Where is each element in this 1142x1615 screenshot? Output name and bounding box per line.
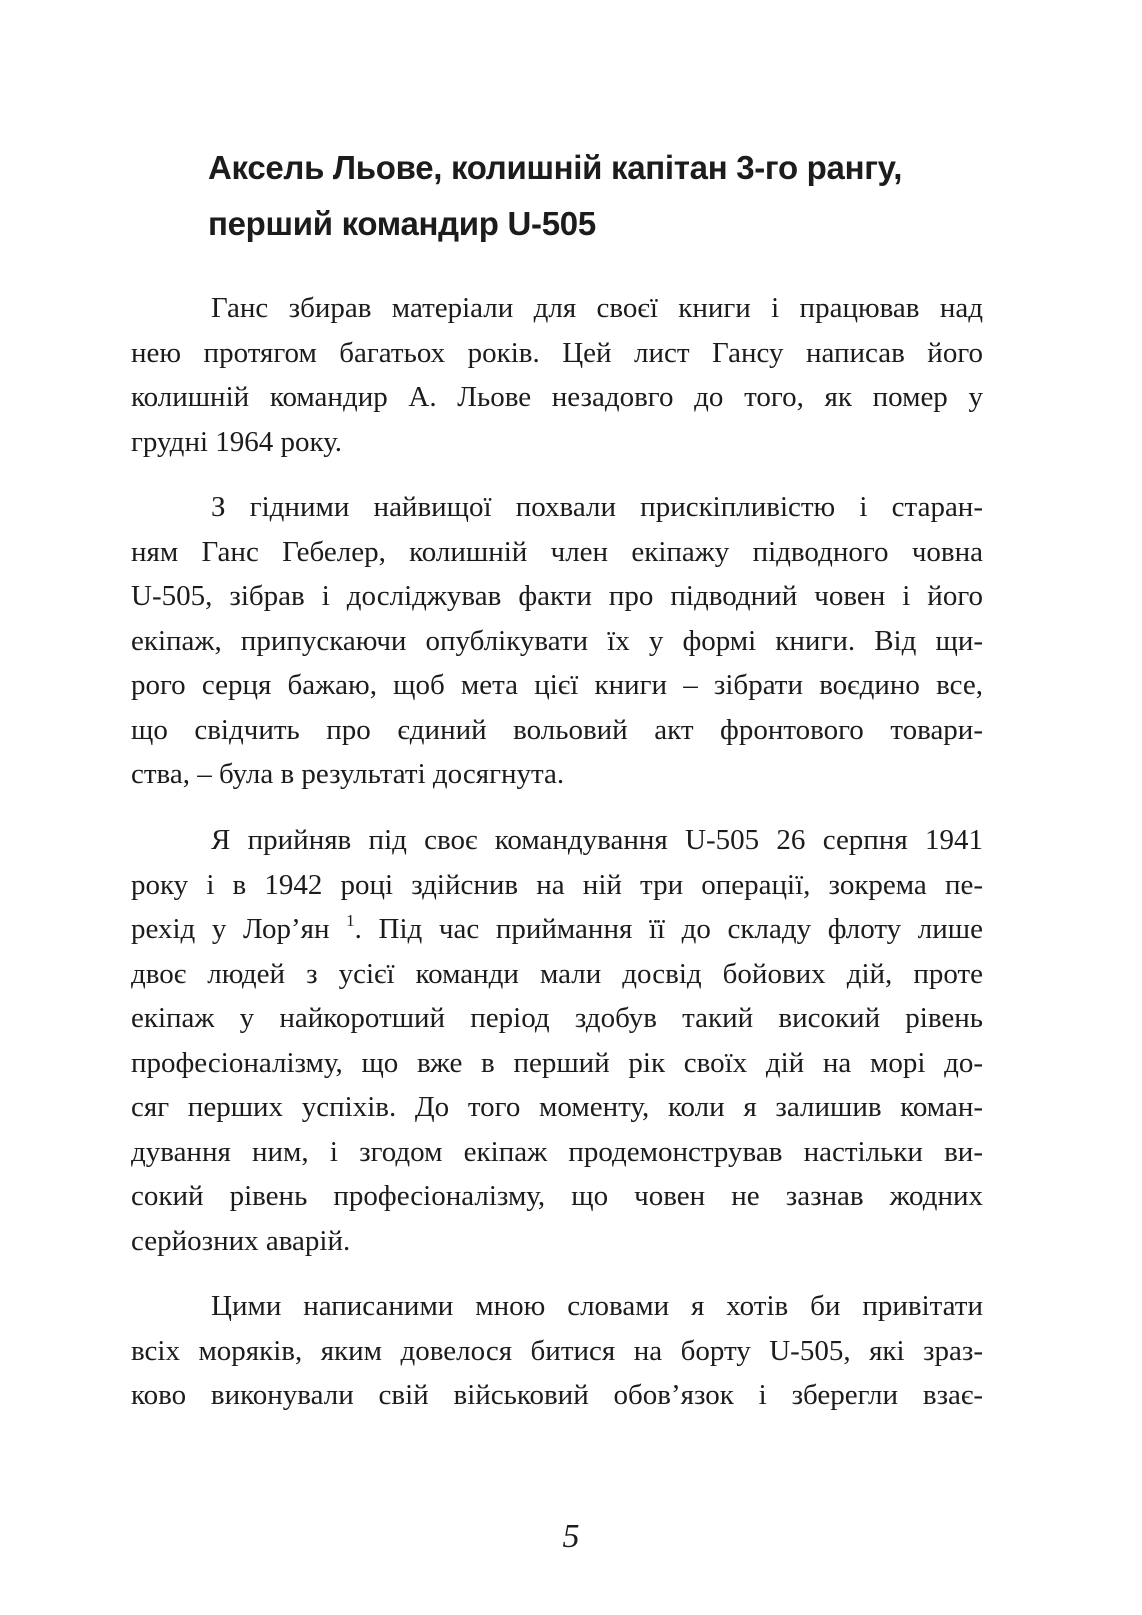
text-line: Ганс збирав матеріали для своєї книги і працював над bbox=[211, 292, 983, 324]
text-segment: рехід у Лор’ян bbox=[131, 913, 330, 945]
text-line: U-505, зібрав і досліджував факти про підводний човен і його bbox=[131, 580, 983, 612]
text-line: грудні 1964 року. bbox=[131, 425, 343, 458]
text-line: З гідними найвищої похвали прискіпливістю і старан- bbox=[211, 491, 983, 523]
text-line: рого серця бажаю, щоб мета цієї книги – зібрати воєдино все, bbox=[131, 669, 983, 701]
footnote-reference[interactable]: 1 bbox=[346, 911, 355, 930]
text-line: всіх моряків, яким довелося битися на борту U-505, які зраз- bbox=[131, 1334, 983, 1367]
text-line: року і в 1942 році здійснив на ній три операції, зокрема пе- bbox=[131, 868, 983, 901]
text-line: що свідчить про єдиний вольовий акт фронтового товари- bbox=[131, 713, 983, 746]
text-line: колишній командир А. Льове незадовго до того, як помер у bbox=[131, 381, 983, 413]
heading-line-2: перший командир U-505 bbox=[208, 205, 596, 242]
paragraph-2 bbox=[131, 485, 983, 797]
text-line: нею протягом багатьох років. Цей лист Гансу написав його bbox=[131, 336, 983, 369]
text-line: професіоналізму, що вже в перший рік своїх дій на морі до- bbox=[131, 1046, 983, 1079]
text-line: ням Ганс Гебелер, колишній член екіпажу підводного човна bbox=[131, 535, 983, 568]
text-segment: . Під час приймання її до складу флоту лише bbox=[354, 913, 983, 945]
paragraph-3 bbox=[131, 818, 983, 1263]
text-line: екіпаж у найкоротший період здобув такий високий рівень bbox=[131, 1002, 983, 1034]
page-number: 5 bbox=[562, 1518, 580, 1555]
heading-line-1: Аксель Льове, колишній капітан 3-го рангу, bbox=[208, 149, 903, 186]
paragraph-1 bbox=[131, 286, 983, 464]
chapter-heading bbox=[208, 140, 988, 252]
paragraph-4 bbox=[131, 1284, 983, 1418]
text-line: Цими написаними мною словами я хотів би привітати bbox=[211, 1290, 983, 1322]
text-line-with-footnote bbox=[131, 907, 983, 952]
text-line: серйозних аварій. bbox=[131, 1224, 351, 1257]
text-line: дування ним, і згодом екіпаж продемонстрував настільки ви- bbox=[131, 1135, 983, 1168]
text-line: сяг перших успіхів. До того моменту, коли я залишив коман- bbox=[131, 1091, 983, 1123]
text-line: Я прийняв під своє командування U-505 26 серпня 1941 bbox=[211, 824, 983, 856]
text-line: екіпаж, припускаючи опублікувати їх у формі книги. Від щи- bbox=[131, 624, 983, 657]
text-line: сокий рівень професіоналізму, що човен не зазнав жодних bbox=[131, 1180, 983, 1212]
text-line: двоє людей з усієї команди мали досвід бойових дій, проте bbox=[131, 957, 983, 990]
text-line: ково виконували свій військовий обов’язок і зберегли взає- bbox=[131, 1379, 983, 1411]
text-line: ства, – була в результаті досягнута. bbox=[131, 758, 565, 790]
